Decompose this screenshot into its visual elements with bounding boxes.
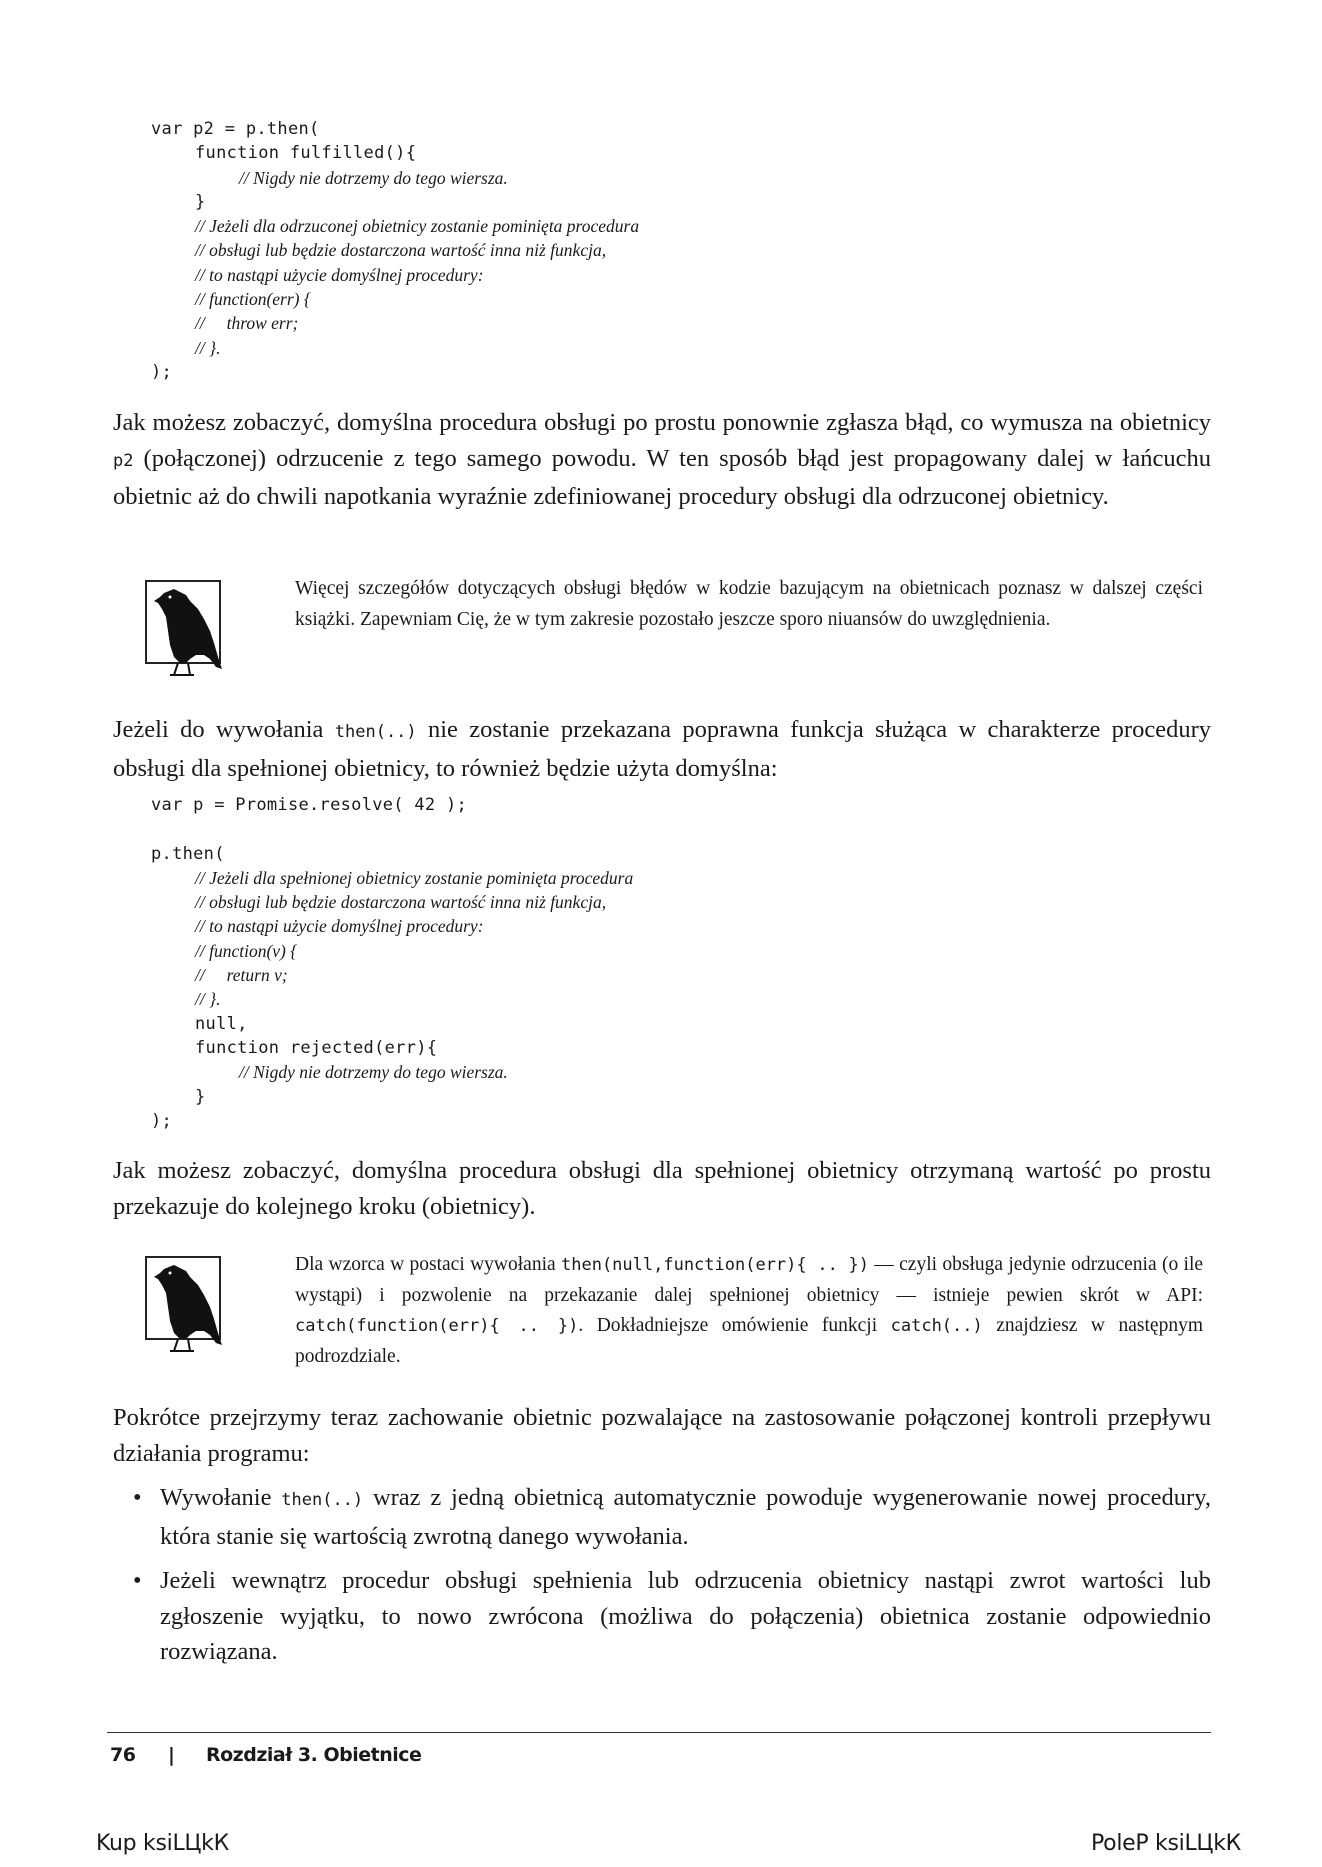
inline-code-catch: catch(..) [890,1316,983,1336]
note-2-text-4: znajdziesz w następnym podrozdziale. [295,1315,1203,1367]
inline-code-p2: p2 [113,450,134,471]
note-2-text-2: — czyli obsługa jedynie odrzucenia (o ile wystąpi) i pozwolenie na przekazanie dalej spełnionej obietnicy — istnieje pewien skrót w API: [295,1254,1204,1306]
crow-icon [144,579,234,679]
footer-separator: | [168,1744,175,1766]
code-block-2 [151,793,633,1133]
paragraph-2 [113,712,1211,786]
bullet-1-text-a: Wywołanie [160,1484,282,1511]
code-line: // }. [195,337,221,358]
code-line: // return v; [195,965,288,986]
code-line: // Jeżeli dla spełnionej obietnicy zostanie pominięta procedura [195,867,634,888]
inline-code-then: then(..) [334,722,417,742]
paragraph-1-text-b: (połączonej) odrzucenie z tego samego powodu. W ten sposób błąd jest propagowany dalej w łańcuchu obietnic aż do chwili napotkania wyraźnie zdefiniowanej procedury obsługi dla odrzuconej obietnicy. [113,444,1211,510]
bullet-2-text: Jeżeli wewnątrz procedur obsługi spełnienia lub odrzucenia obietnicy nastąpi zwrot wartości lub zgłoszenie wyjątku, to nowo zwrócona (możliwa do połączenia) obietnica zostanie odpowiednio rozwiązana. [160,1567,1211,1665]
code-line: } [195,191,206,212]
paragraph-2-text-a: Jeżeli do wywołania [113,716,335,743]
code-line: p.then( [151,843,225,864]
paragraph-3: Jak możesz zobaczyć, domyślna procedura obsługi dla spełnionej obietnicy otrzymaną wartość po prostu przekazuje do kolejnego kroku (obietnicy). [113,1157,1211,1220]
inline-code-then-bullet: then(..) [281,1490,364,1510]
note-2 [295,1250,1203,1372]
code-line: ); [151,1110,173,1131]
code-line: ); [151,361,173,382]
code-line: // Nigdy nie dotrzemy do tego wiersza. [239,167,508,188]
code-line [151,817,633,841]
recommend-book-link[interactable]: PoleP ksiLЦkК [1091,1831,1241,1856]
code-block-1 [151,117,639,384]
code-line: // throw err; [195,313,299,334]
crow-icon [144,1255,234,1355]
page-number: 76 [110,1744,136,1766]
paragraph-2-text-b: nie zostanie przekazana poprawna funkcja służąca w charakterze procedury obsługi dla spełnionej obietnicy, to również będzie użyta domyślna: [113,716,1211,782]
bullet-icon: • [133,1567,142,1594]
paragraph-1-text-a: Jak możesz zobaczyć, domyślna procedura obsługi po prostu ponownie zgłasza błąd, co wymusza na obietnicy [113,409,1211,436]
code-line: } [195,1086,206,1107]
chapter-title: Rozdział 3. Obietnice [206,1744,422,1766]
code-line: // function(v) { [195,940,298,961]
code-line: // Jeżeli dla odrzuconej obietnicy zostanie pominięta procedura [195,216,640,237]
inline-code-then-null: then(null,function(err){ .. }) [561,1255,869,1275]
code-line: // to nastąpi użycie domyślnej procedury: [195,916,484,937]
paragraph-1 [113,405,1211,515]
code-line: var p2 = p.then( [151,119,320,139]
bullet-icon: • [133,1484,142,1511]
list-item [133,1480,1211,1554]
code-line: // Nigdy nie dotrzemy do tego wiersza. [239,1062,508,1083]
code-line: function fulfilled(){ [195,143,417,164]
code-line: var p = Promise.resolve( 42 ); [151,795,468,815]
code-line: null, [195,1013,248,1034]
code-line: // }. [195,989,221,1010]
list-item [133,1563,1211,1670]
bullet-list [133,1480,1211,1679]
note-1: Więcej szczegółów dotyczących obsługi błędów w kodzie bazującym na obietnicach poznasz w dalszej części książki. Zapewniam Cię, że w tym zakresie pozostało jeszcze sporo niuansów do uwzględnienia. [295,578,1203,630]
code-line: // to nastąpi użycie domyślnej procedury: [195,264,484,285]
code-line: // function(err) { [195,289,311,310]
footer-divider [107,1732,1211,1733]
bullet-1-text-b: wraz z jedną obietnicą automatycznie powoduje wygenerowanie nowej procedury, która stanie się wartością zwrotną danego wywołania. [160,1484,1211,1550]
code-line: // obsługi lub będzie dostarczona wartość inna niż funkcja, [195,240,607,261]
code-line: function rejected(err){ [195,1037,438,1058]
buy-book-link[interactable]: Kup ksiLЦkК [96,1831,229,1856]
note-2-text-1: Dla wzorca w postaci wywołania [295,1254,561,1275]
code-line: // obsługi lub będzie dostarczona wartość inna niż funkcja, [195,892,607,913]
inline-code-catch-fn: catch(function(err){ .. }) [295,1316,579,1336]
paragraph-4: Pokrótce przejrzymy teraz zachowanie obietnic pozwalające na zastosowanie połączonej kontroli przepływu działania programu: [113,1404,1211,1467]
note-2-text-3: . Dokładniejsze omówienie funkcji [578,1315,891,1336]
